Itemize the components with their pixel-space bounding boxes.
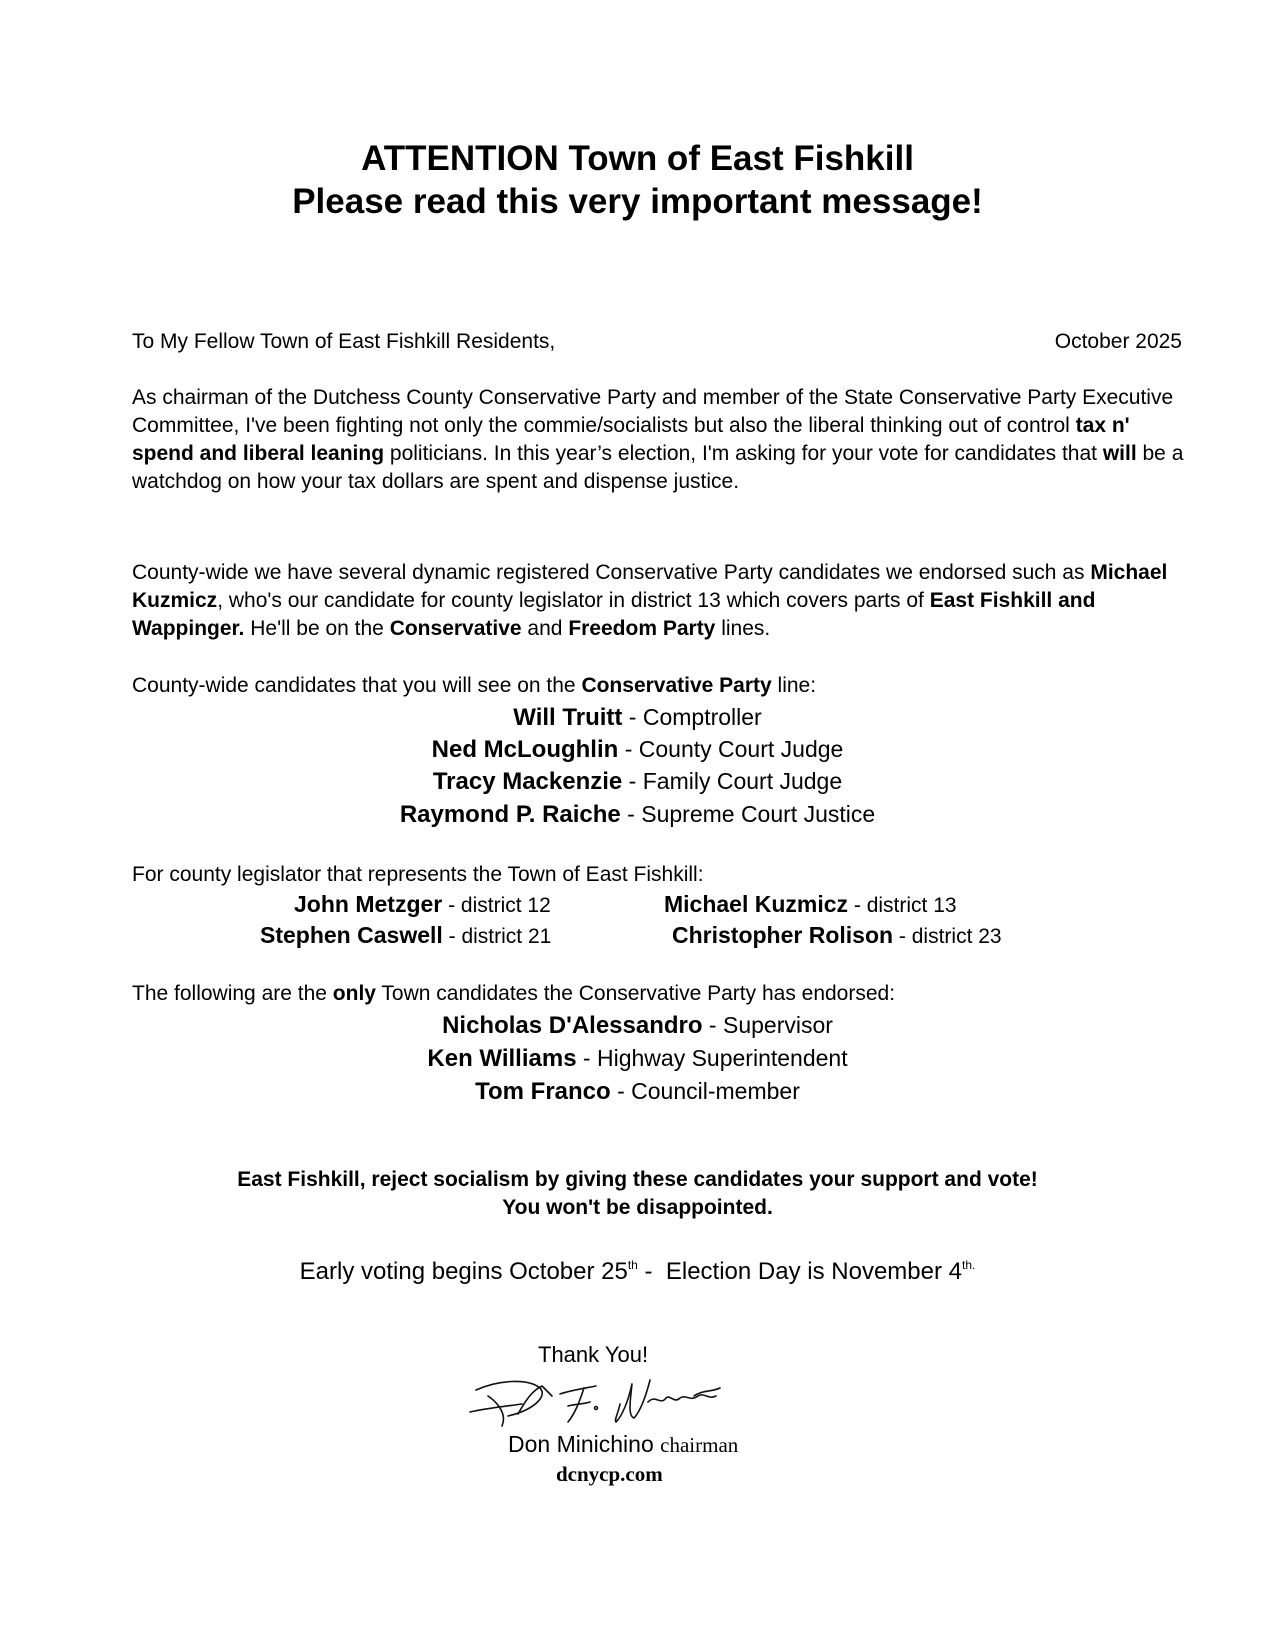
town-candidate [0, 1009, 1275, 1042]
candidate-name: Tom Franco [475, 1078, 611, 1105]
paragraph-countywide [132, 559, 1187, 643]
legislator-entry [664, 889, 957, 921]
countywide-intro [132, 672, 1187, 700]
paragraph-intro-text-a: As chairman of the Dutchess County Conservative Party and member of the State Conservative Party Executive Committee, I've been fighting not only the commie/socialists but also the liberal thinking out of control [132, 386, 1174, 437]
legislator-intro: For county legislator that represents the Town of East Fishkill: [132, 863, 704, 886]
paragraph-countywide-text-e: He'll be on the [244, 617, 390, 640]
countywide-candidate [0, 798, 1275, 831]
candidate-separator: - [618, 736, 639, 762]
headline-line-2: Please read this very important message! [292, 182, 983, 221]
candidate-office: Comptroller [642, 704, 762, 730]
countywide-intro-text-a: County-wide candidates that you will see on the [132, 674, 582, 697]
paragraph-intro-text-c: politicians. In this year’s election, I'm asking for your vote for candidates that [384, 442, 1103, 465]
countywide-candidate [0, 733, 1275, 766]
candidate-office: Supreme Court Justice [641, 801, 876, 827]
headline-line-1: ATTENTION Town of East Fishkill [361, 139, 914, 178]
signer-name: Don Minichino [508, 1431, 654, 1457]
early-voting-text: Early voting begins October 25 [299, 1258, 628, 1285]
paragraph-countywide-text-c: , who's our candidate for county legislator in district 13 which covers parts of [217, 589, 930, 612]
countywide-intro-bold: Conservative Party [581, 674, 772, 697]
paragraph-countywide-bold-h: Freedom Party [568, 617, 716, 640]
legislator-entry [672, 920, 1002, 952]
signer-line [508, 1431, 738, 1458]
early-voting-suffix: th [627, 1258, 638, 1272]
town-intro-text-a: The following are the [132, 982, 333, 1005]
paragraph-countywide-bold-d: East Fishkill and Wappinger. [132, 589, 1096, 640]
letter-date: October 2025 [1054, 330, 1182, 353]
paragraph-countywide-text-g: and [521, 617, 569, 640]
legislator-entry [260, 920, 551, 952]
paragraph-countywide-bold-f: Conservative [389, 617, 522, 640]
candidate-name: Ken Williams [427, 1045, 577, 1072]
paragraph-countywide-text-i: lines. [715, 617, 771, 640]
legislator-district: - district 12 [442, 894, 551, 917]
candidate-office: County Court Judge [638, 736, 844, 762]
handwritten-signature [468, 1366, 758, 1432]
candidate-name: Tracy Mackenzie [432, 768, 623, 795]
candidate-separator: - [702, 1012, 723, 1038]
paragraph-intro-bold-d: will [1102, 442, 1137, 465]
candidate-separator: - [610, 1078, 632, 1104]
salutation-row [132, 328, 1182, 356]
thank-you: Thank You! [538, 1342, 649, 1367]
closing-line-1: East Fishkill, reject socialism by giving these candidates your support and vote! [237, 1168, 1038, 1191]
closing-line-2: You won't be disappointed. [502, 1196, 773, 1219]
election-day-suffix: th. [961, 1258, 976, 1272]
candidate-office: Highway Superintendent [597, 1045, 848, 1071]
legislator-district: - district 21 [442, 925, 552, 948]
candidate-separator: - [576, 1045, 597, 1071]
candidate-separator: - [622, 704, 643, 730]
voting-separator: - [637, 1258, 666, 1285]
countywide-intro-text-c: line: [771, 674, 817, 697]
candidate-separator: - [620, 801, 642, 827]
paragraph-countywide-text-a: County-wide we have several dynamic registered Conservative Party candidates we endorsed such as [132, 561, 1091, 584]
countywide-candidate [0, 765, 1275, 798]
candidate-separator: - [622, 768, 643, 794]
candidate-name: Raymond P. Raiche [399, 801, 621, 828]
town-intro-text-c: Town candidates the Conservative Party has endorsed: [375, 982, 896, 1005]
town-intro-bold: only [332, 982, 376, 1005]
legislator-name: Michael Kuzmicz [664, 891, 849, 917]
paragraph-intro-text-e: be a watchdog on how your tax dollars are spent and dispense justice. [132, 442, 1184, 493]
election-day-text: Election Day is November 4 [665, 1258, 962, 1285]
candidate-office: Council-member [631, 1078, 800, 1104]
legislator-name: John Metzger [294, 891, 443, 917]
candidate-office: Supervisor [722, 1012, 833, 1038]
legislator-district: - district 23 [893, 925, 1002, 948]
signer-role: chairman [660, 1433, 739, 1457]
candidate-office: Family Court Judge [642, 768, 843, 794]
legislator-name: Stephen Caswell [260, 922, 443, 948]
paragraph-countywide-bold-b: Michael Kuzmicz [132, 561, 1168, 612]
paragraph-intro [132, 384, 1187, 496]
town-candidate [0, 1075, 1275, 1108]
town-candidate [0, 1042, 1275, 1075]
candidate-name: Nicholas D'Alessandro [442, 1012, 703, 1039]
legislator-district: - district 13 [848, 894, 957, 917]
legislator-entry [294, 889, 551, 921]
voting-dates [0, 1250, 1275, 1287]
candidate-name: Ned McLoughlin [431, 736, 619, 763]
greeting: To My Fellow Town of East Fishkill Residents, [132, 330, 556, 353]
countywide-candidate [0, 701, 1275, 734]
legislator-name: Christopher Rolison [672, 922, 894, 948]
candidate-name: Will Truitt [513, 704, 623, 731]
town-intro [132, 980, 1187, 1008]
paragraph-intro-bold-b: tax n' spend and liberal leaning [132, 414, 1130, 465]
website: dcnycp.com [556, 1462, 663, 1486]
